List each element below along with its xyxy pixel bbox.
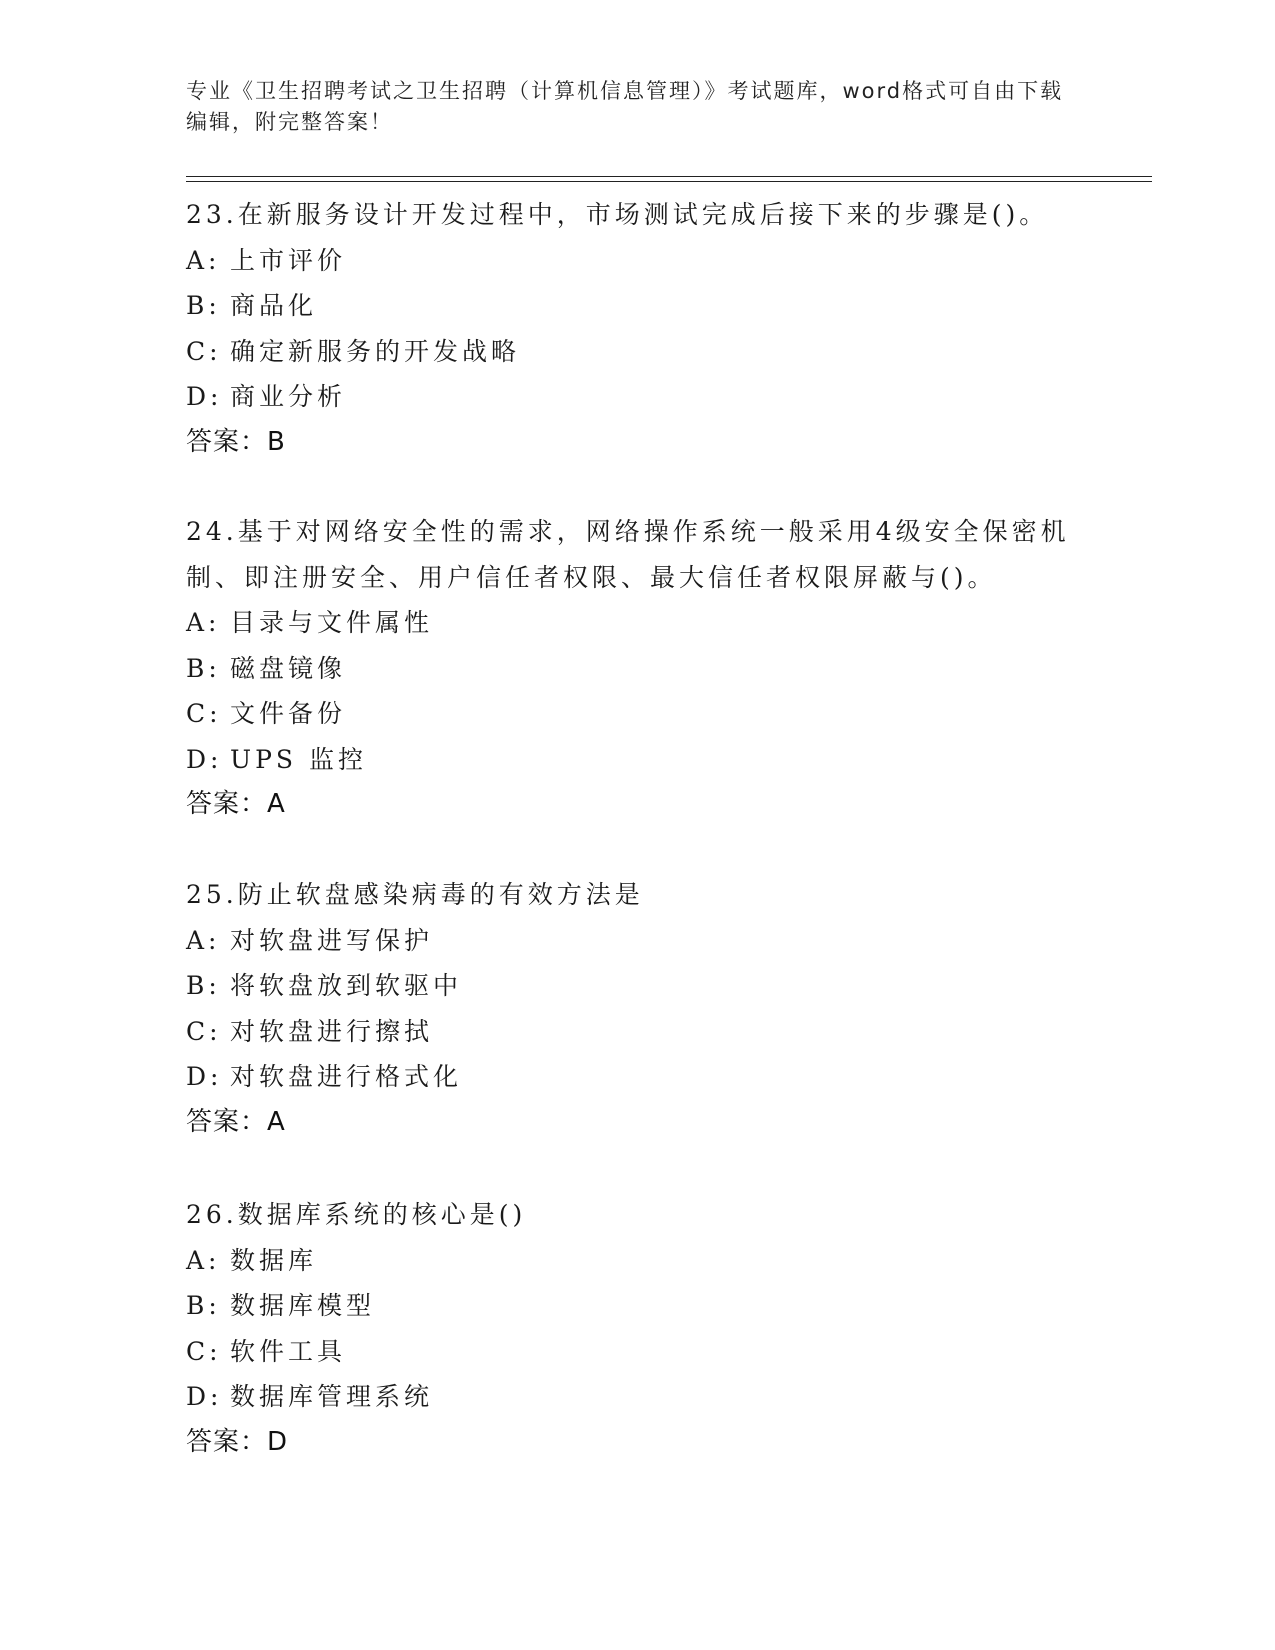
option-b (186, 283, 1086, 329)
option-text: 商业分析 (230, 382, 347, 411)
option-letter: B: (186, 1291, 221, 1320)
option-c (186, 1329, 1086, 1375)
option-text: 对软盘进行擦拭 (230, 1016, 434, 1046)
option-text: UPS 监控 (230, 744, 367, 774)
option-text: 数据库模型 (230, 1291, 376, 1320)
option-text: 对软盘进写保护 (230, 925, 434, 955)
option-text: 对软盘进行格式化 (230, 1062, 463, 1091)
option-a (186, 600, 1086, 646)
question-23 (186, 192, 1086, 465)
option-letter: C: (186, 1336, 222, 1366)
answer-line: 答案：A (186, 1106, 286, 1137)
option-text: 目录与文件属性 (230, 608, 434, 637)
option-letter: D: (186, 382, 223, 411)
option-letter: B: (186, 653, 221, 683)
option-letter: A: (186, 1245, 221, 1275)
option-letter: C: (186, 699, 222, 728)
option-b (186, 963, 1086, 1009)
option-letter: D: (186, 1062, 223, 1091)
option-letter: D: (186, 1382, 223, 1411)
option-letter: A: (186, 925, 221, 955)
question-25 (186, 872, 1086, 1145)
option-text: 将软盘放到软驱中 (230, 971, 463, 1000)
option-text: 商品化 (230, 291, 318, 320)
option-text: 上市评价 (230, 245, 347, 275)
option-d (186, 1374, 1086, 1420)
option-c (186, 1009, 1086, 1055)
question-26 (186, 1192, 1086, 1465)
option-d (186, 374, 1086, 420)
option-text: 数据库 (230, 1245, 318, 1275)
option-a (186, 1238, 1086, 1284)
document-header: 专业《卫生招聘考试之卫生招聘（计算机信息管理）》考试题库，word格式可自由下载编辑，附完整答案！ (186, 79, 1064, 134)
option-letter: A: (186, 608, 221, 637)
option-letter: A: (186, 245, 221, 275)
header-divider-top (186, 176, 1152, 177)
option-d (186, 1054, 1086, 1100)
question-stem: 26.数据库系统的核心是() (186, 1200, 527, 1229)
option-b (186, 646, 1086, 692)
question-stem: 24.基于对网络安全性的需求，网络操作系统一般采用4级安全保密机制、即注册安全、用户信任者权限、最大信任者权限屏蔽与()。 (186, 517, 1070, 592)
answer-line: 答案：B (186, 426, 286, 457)
option-text: 软件工具 (230, 1336, 347, 1366)
question-stem: 23.在新服务设计开发过程中，市场测试完成后接下来的步骤是()。 (186, 200, 1049, 229)
option-text: 确定新服务的开发战略 (230, 336, 521, 366)
option-a (186, 238, 1086, 284)
option-text: 文件备份 (230, 699, 347, 728)
question-stem: 25.防止软盘感染病毒的有效方法是 (186, 880, 644, 909)
option-letter: B: (186, 971, 221, 1000)
option-c (186, 329, 1086, 375)
question-24 (186, 509, 1086, 828)
option-letter: C: (186, 336, 222, 366)
option-b (186, 1283, 1086, 1329)
option-text: 磁盘镜像 (230, 653, 347, 683)
option-c (186, 691, 1086, 737)
option-a (186, 918, 1086, 964)
header-divider-bottom (186, 181, 1152, 182)
answer-line: 答案：A (186, 789, 286, 819)
option-d (186, 737, 1086, 783)
option-text: 数据库管理系统 (230, 1382, 434, 1411)
option-letter: C: (186, 1016, 222, 1046)
answer-line: 答案：D (186, 1426, 289, 1457)
option-letter: D: (186, 744, 223, 774)
option-letter: B: (186, 291, 221, 320)
